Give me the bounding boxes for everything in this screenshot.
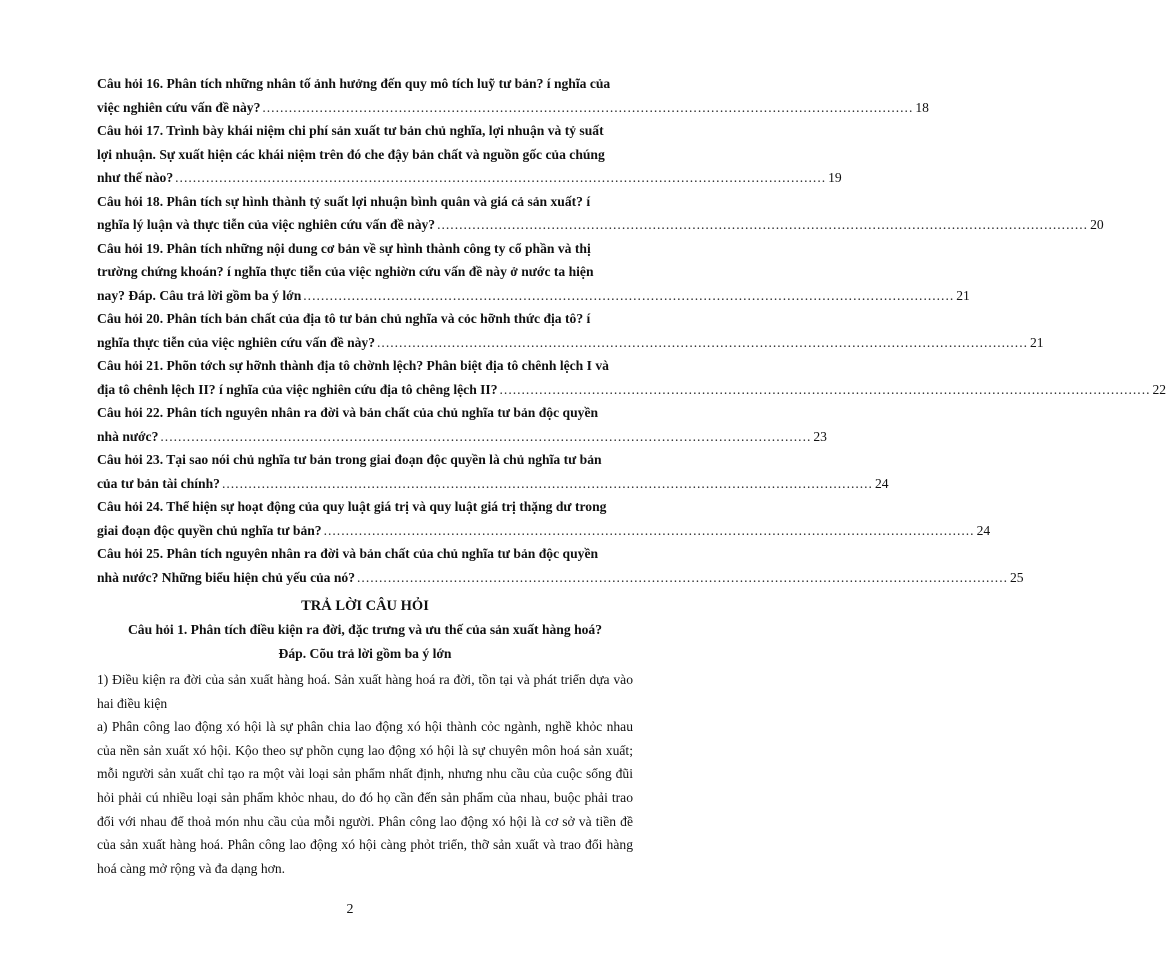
answer-intro: Đáp. Cõu trả lời gồm ba ý lớn [278, 646, 452, 661]
answers-section [97, 594, 633, 880]
toc-page-number: 25 [1010, 569, 1024, 585]
toc-page-number: 20 [1090, 217, 1104, 232]
toc-page-number: 24 [976, 522, 991, 538]
toc-leader-dots: .................................................................................................................................................... [377, 334, 1028, 350]
toc-entry-text: địa tô chênh lệch II? í nghĩa của việc nghiên cứu địa tô chêng lệch II? [97, 381, 498, 397]
toc-entry-23[interactable] [97, 448, 889, 495]
toc-page-number: 21 [956, 287, 970, 303]
body-paragraph: a) Phân công lao động xó hội là sự phân chia lao động xó hội thành cỏc ngành, nghề khỏc nhau của nền sản xuất xó hội. Kộo theo sự phõn cụng lao động xó hội là sự chuyên môn hoá sản xuất; mỗi người sản xuất chỉ tạo ra một vài loại sản phẩm nhất định, nhưng nhu cầu của cuộc sống đũi hỏi phải cú nhiều loại sản phẩm khỏc nhau, do đó họ cần đến sản phẩm của nhau, buộc phải trao đổi với nhau để thoả món nhu cầu của mỗi người. Phân công lao động xó hội là cơ sở và tiền đề của sản xuất hàng hoá. Phân công lao động xó hội càng phỏt triển, thỡ sản xuất và trao đổi hàng hoá càng mở rộng và đa dạng hơn. [97, 719, 633, 876]
toc-leader-dots: .................................................................................................................................................... [221, 475, 873, 491]
body-paragraph: 1) Điều kiện ra đời của sản xuất hàng hoá. Sản xuất hàng hoá ra đời, tồn tại và phát triển dựa vào hai điều kiện [97, 672, 633, 711]
toc-entry-text: nay? Đáp. Câu trả lời gồm ba ý lớn [97, 287, 302, 303]
toc-entry-text: nghĩa lý luận và thực tiễn của việc nghiên cứu vấn đề này? [97, 217, 436, 232]
toc-leader-dots: .................................................................................................................................................... [262, 99, 914, 115]
toc-entry-text: việc nghiên cứu vấn đề này? [97, 99, 261, 115]
toc-entry-text: giai đoạn độc quyền chủ nghĩa tư bản? [97, 522, 322, 538]
page-number: 2 [346, 902, 354, 917]
toc-entry-text: của tư bản tài chính? [97, 475, 220, 491]
toc-page-number: 19 [828, 170, 842, 185]
toc-entry-text: Câu hỏi 22. Phân tích nguyên nhân ra đời và bản chất của chủ nghĩa tư bản độc quyền [97, 405, 599, 420]
toc-entry-text: Câu hỏi 24. Thể hiện sự hoạt động của quy luật giá trị và quy luật giá trị thặng dư trong [97, 499, 607, 514]
toc-leader-dots: .................................................................................................................................................... [357, 569, 1008, 585]
toc-entry-text: nhà nước? Những biểu hiện chủ yếu của nó? [97, 569, 356, 585]
toc-leader-dots: .................................................................................................................................................... [437, 217, 1089, 232]
toc-leader-dots: .................................................................................................................................................... [175, 170, 827, 185]
section-heading: TRẢ LỜI CÂU HỎI [301, 598, 429, 614]
table-of-contents [97, 72, 1166, 589]
toc-entry-text: Câu hỏi 20. Phân tích bản chất của địa tô tư bản chủ nghĩa và cỏc hỡnh thức địa tô? í [97, 311, 591, 326]
toc-entry-text: nghĩa thực tiễn của việc nghiên cứu vấn đề này? [97, 334, 376, 350]
toc-entry-17[interactable] [97, 119, 842, 190]
toc-page-number: 24 [874, 475, 889, 491]
toc-leader-dots: .................................................................................................................................................... [499, 381, 1151, 397]
toc-entry-25[interactable] [97, 542, 1024, 589]
toc-entry-24[interactable] [97, 495, 991, 542]
toc-leader-dots: .................................................................................................................................................... [303, 287, 955, 303]
toc-entry-text: Câu hỏi 23. Tại sao nói chủ nghĩa tư bản trong giai đoạn độc quyền là chủ nghĩa tư bản [97, 452, 602, 467]
toc-entry-text: nhà nước? [97, 428, 159, 444]
toc-entry-text: Câu hỏi 16. Phân tích những nhân tố ảnh hưởng đến quy mô tích luỹ tư bản? í nghĩa của [97, 76, 611, 91]
toc-entry-18[interactable] [97, 190, 1104, 237]
toc-entry-text: lợi nhuận. Sự xuất hiện các khái niệm trên đó che đậy bản chất và nguồn gốc của chúng [97, 146, 605, 162]
toc-page-number: 23 [813, 428, 827, 444]
toc-entry-21[interactable] [97, 354, 1166, 401]
toc-entry-22[interactable] [97, 401, 827, 448]
toc-entry-text: trường chứng khoán? í nghĩa thực tiễn của việc nghiờn cứu vấn đề này ở nước ta hiện [97, 264, 594, 279]
toc-page-number: 22 [1152, 381, 1166, 397]
toc-entry-text: Câu hỏi 18. Phân tích sự hình thành tỷ suất lợi nhuận bình quân và giá cả sản xuất? í [97, 193, 591, 209]
toc-entry-text: như thế nào? [97, 170, 174, 185]
toc-leader-dots: .................................................................................................................................................... [160, 428, 812, 444]
toc-entry-16[interactable] [97, 72, 929, 119]
toc-page-number: 18 [915, 99, 929, 115]
toc-page-number: 21 [1030, 334, 1044, 350]
toc-entry-text: Câu hỏi 17. Trình bày khái niệm chi phí sản xuất tư bản chủ nghĩa, lợi nhuận và tỷ suất [97, 123, 604, 138]
toc-leader-dots: .................................................................................................................................................... [323, 522, 975, 538]
toc-entry-20[interactable] [97, 307, 1044, 354]
toc-entry-text: Câu hỏi 19. Phân tích những nội dung cơ bản về sự hình thành công ty cổ phần và thị [97, 240, 591, 256]
question-heading: Câu hỏi 1. Phân tích điều kiện ra đời, đặc trưng và ưu thế của sản xuất hàng hoá? [127, 622, 603, 637]
toc-entry-text: Câu hỏi 25. Phân tích nguyên nhân ra đời và bản chất của chủ nghĩa tư bản độc quyền [97, 546, 599, 561]
toc-entry-text: Câu hỏi 21. Phõn tớch sự hỡnh thành địa tô chờnh lệch? Phân biệt địa tô chênh lệch I và [97, 358, 609, 373]
toc-entry-19[interactable] [97, 237, 970, 308]
